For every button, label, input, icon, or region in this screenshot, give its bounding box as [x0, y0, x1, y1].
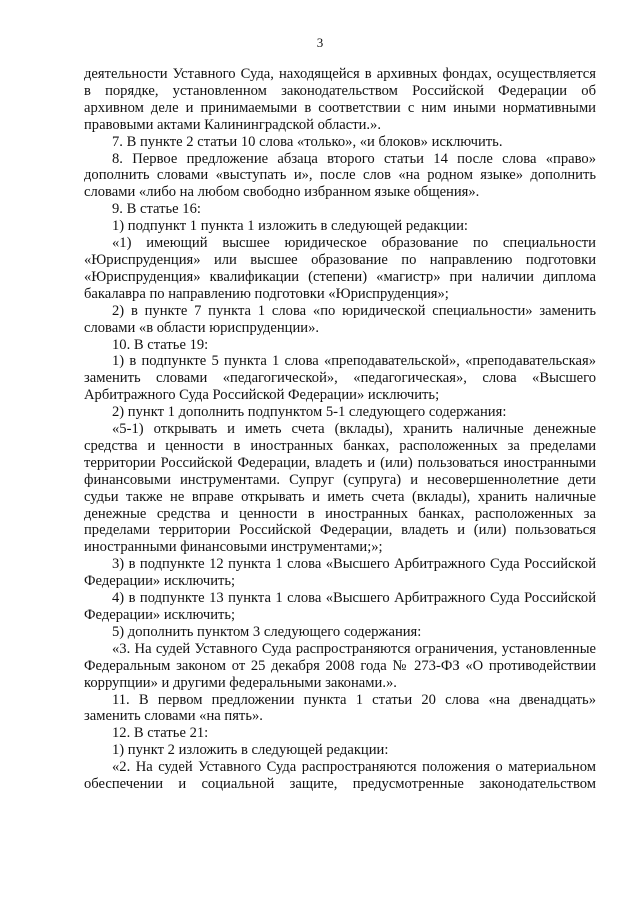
- paragraph: 4) в подпункте 13 пункта 1 слова «Высшего Арбитражного Суда Российской Федерации» исключить;: [84, 590, 596, 623]
- paragraph: деятельности Уставного Суда, находящейся в архивных фондах, осуществляется в порядке, установленном законодательством Российской Федерации об архивном деле и принимаемыми в соответствии с ним иными нормативными правовыми актами Калининградской области.».: [84, 66, 596, 133]
- paragraph: «2. На судей Уставного Суда распространяются положения о материальном обеспечении и социальной защите, предусмотренные законодательством: [84, 759, 596, 793]
- paragraph: «1) имеющий высшее юридическое образование по специальности «Юриспруденция» или высшее образование по направлению подготовки «Юриспруденция» квалификации (степени) «магистр» при наличии диплома бакалавра по направлению подготовки «Юриспруденция»;: [84, 235, 596, 302]
- paragraph: 12. В статье 21:: [112, 725, 209, 742]
- paragraph: 5) дополнить пунктом 3 следующего содержания:: [112, 623, 422, 640]
- paragraph: 7. В пункте 2 статьи 10 слова «только», «и блоков» исключить.: [112, 133, 503, 150]
- document-body: [84, 66, 596, 793]
- paragraph: 10. В статье 19:: [112, 336, 209, 353]
- paragraph: 1) в подпункте 5 пункта 1 слова «преподавательской», «преподавательская» заменить словами «педагогической», «педагогическая», слова «Высшего Арбитражного Суда Российской Федерации» исключить;: [84, 353, 596, 404]
- paragraph: 9. В статье 16:: [112, 201, 201, 218]
- paragraph: «5-1) открывать и иметь счета (вклады), хранить наличные денежные средства и ценности в иностранных банках, расположенных за пределами территории Российской Федерации, владеть и (или) пользоваться иностранными финансовыми инструментами. Супруг (супруга) и несовершеннолетние дети судьи также не вправе открывать и иметь счета (вклады), хранить наличные денежные средства и ценности в иностранных банках, расположенных за пределами территории Российской Федерации, владеть и (или) пользоваться иностранными финансовыми инструментами;»;: [84, 421, 596, 556]
- paragraph: 8. Первое предложение абзаца второго статьи 14 после слова «право» дополнить словами «выступать и», после слов «на родном языке» дополнить словами «либо на любом свободно избранном языке общения».: [84, 150, 596, 201]
- paragraph: 1) пункт 2 изложить в следующей редакции:: [112, 742, 389, 759]
- paragraph: «3. На судей Уставного Суда распространяются ограничения, установленные Федеральным законом от 25 декабря 2008 года № 273-ФЗ «О противодействии коррупции» и другими федеральными законами.».: [84, 640, 596, 691]
- paragraph: 2) в пункте 7 пункта 1 слова «по юридической специальности» заменить словами «в области юриспруденции».: [84, 302, 596, 336]
- page-number: 3: [316, 35, 324, 50]
- paragraph: 3) в подпункте 12 пункта 1 слова «Высшего Арбитражного Суда Российской Федерации» исключить;: [84, 556, 596, 590]
- paragraph: 2) пункт 1 дополнить подпунктом 5-1 следующего содержания:: [112, 404, 507, 421]
- paragraph: 1) подпункт 1 пункта 1 изложить в следующей редакции:: [112, 218, 468, 235]
- paragraph: 11. В первом предложении пункта 1 статьи 20 слова «на двенадцать» заменить словами «на пять».: [84, 691, 596, 725]
